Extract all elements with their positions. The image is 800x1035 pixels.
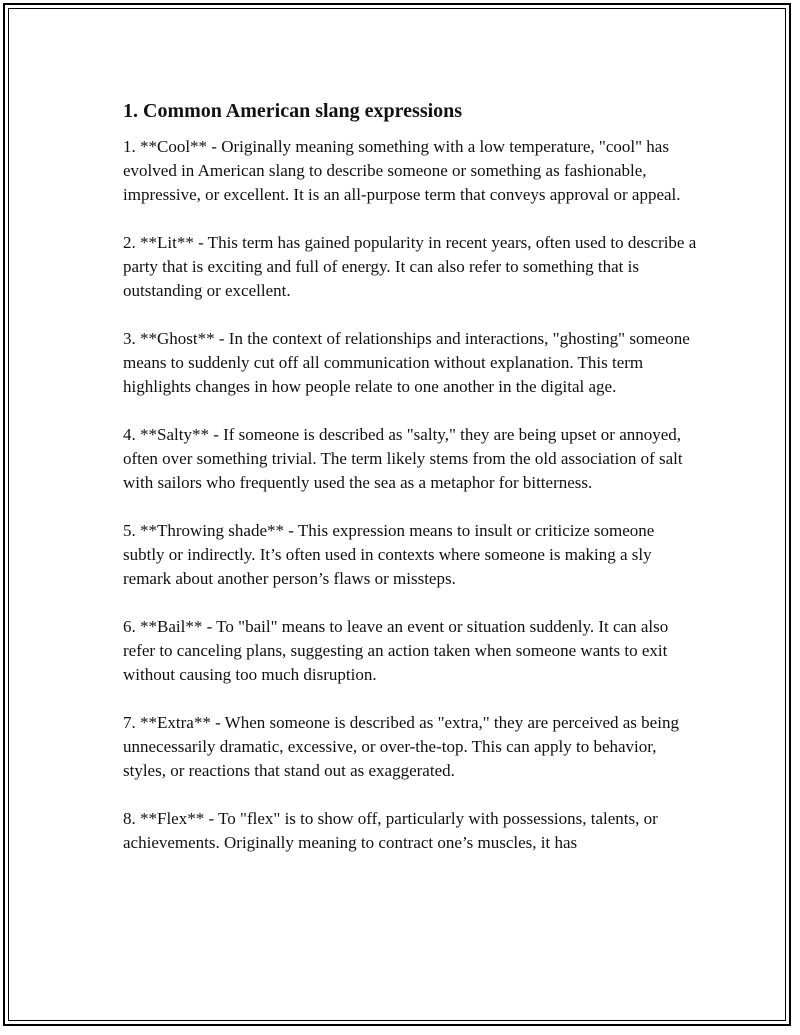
list-item-flex: 8. **Flex** - To "flex" is to show off, particularly with possessions, talents, or achievements. Originally meaning to contract one’s muscles, it has — [123, 809, 658, 852]
list-item-lit: 2. **Lit** - This term has gained popularity in recent years, often used to describe a party that is exciting and full of energy. It can also refer to something that is outstanding or excellent. — [123, 233, 697, 300]
list-item-salty: 4. **Salty** - If someone is described as "salty," they are being upset or annoyed, often over something trivial. The term likely stems from the old association of salt with sailors who frequently used the sea as a metaphor for bitterness. — [123, 425, 683, 492]
page-frame — [3, 3, 791, 1026]
document-title: 1. Common American slang expressions — [123, 100, 463, 122]
list-item-bail: 6. **Bail** - To "bail" means to leave an event or situation suddenly. It can also refer to canceling plans, suggesting an action taken when someone wants to exit without causing too much disruption. — [123, 617, 669, 684]
document-body — [123, 97, 698, 879]
list-item-ghost: 3. **Ghost** - In the context of relationships and interactions, "ghosting" someone means to suddenly cut off all communication without explanation. This term highlights changes in how people relate to one another in the digital age. — [123, 329, 690, 396]
list-item-extra: 7. **Extra** - When someone is described as "extra," they are perceived as being unnecessarily dramatic, excessive, or over-the-top. This can apply to behavior, styles, or reactions that stand out as exaggerated. — [123, 713, 679, 780]
list-item-throwing-shade: 5. **Throwing shade** - This expression means to insult or criticize someone subtly or indirectly. It’s often used in contexts where someone is making a sly remark about another person’s flaws or missteps. — [123, 521, 655, 588]
list-item-cool: 1. **Cool** - Originally meaning something with a low temperature, "cool" has evolved in American slang to describe someone or something as fashionable, impressive, or excellent. It is an all-purpose term that conveys approval or appeal. — [123, 137, 681, 204]
